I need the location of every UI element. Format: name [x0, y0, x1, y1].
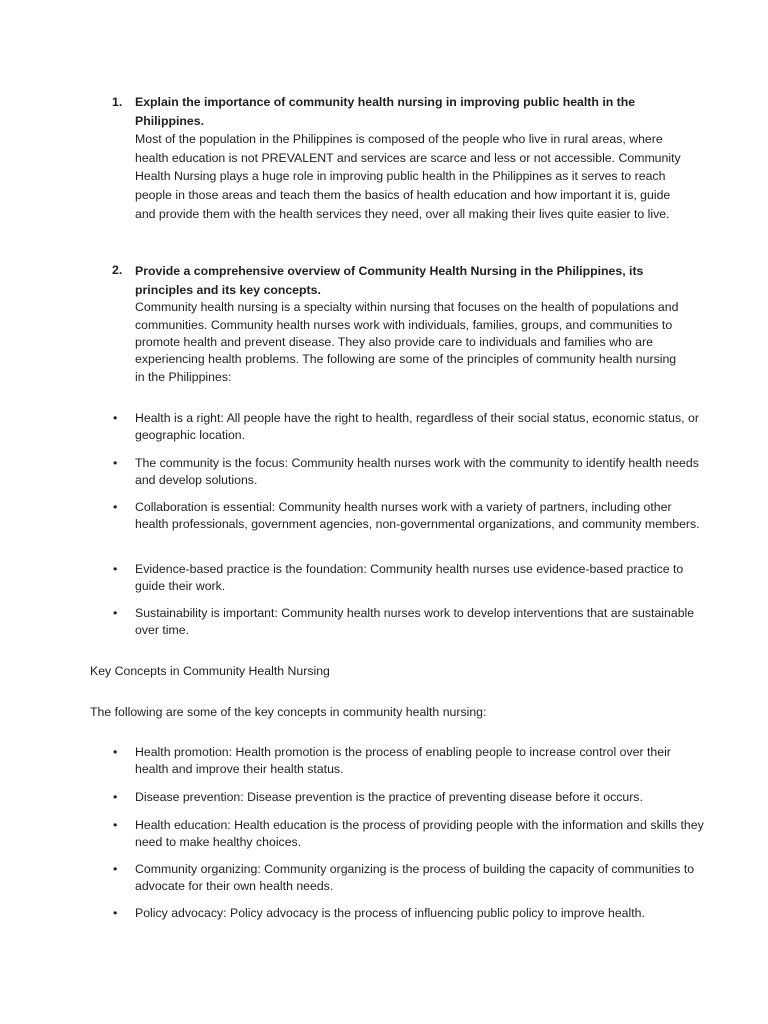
list-item — [112, 744, 705, 778]
list-item-text: Community organizing: Community organizing is the process of building the capacity of communities to advocate for their own health needs. — [135, 862, 695, 894]
list-item — [112, 499, 705, 533]
bullet-icon: • — [113, 606, 118, 620]
question-heading: Explain the importance of community health nursing in improving public health in the Philippines. — [135, 95, 636, 128]
list-item — [112, 410, 705, 444]
item-number: 1. — [112, 95, 123, 109]
numbered-item-2 — [112, 262, 682, 386]
list-item-text: Health is a right: All people have the right to health, regardless of their social status, economic status, or geographic location. — [135, 411, 699, 443]
section-heading: Key Concepts in Community Health Nursing — [90, 664, 330, 678]
list-item-text: The community is the focus: Community health nurses work with the community to identify health needs and develop solutions. — [135, 456, 699, 488]
list-item — [112, 789, 705, 806]
list-item-text: Evidence-based practice is the foundation: Community health nurses use evidence-based practice to guide their work. — [135, 562, 684, 594]
bullet-icon: • — [113, 906, 118, 920]
bullet-icon: • — [113, 862, 118, 876]
bullet-icon: • — [113, 500, 118, 514]
list-item-text: Disease prevention: Disease prevention is the practice of preventing disease before it occurs. — [135, 790, 643, 804]
list-item-text: Policy advocacy: Policy advocacy is the process of influencing public policy to improve health. — [135, 906, 645, 920]
list-item — [112, 817, 705, 851]
bullet-icon: • — [113, 790, 118, 804]
list-item — [112, 861, 705, 895]
list-item-text: Health education: Health education is the process of providing people with the information and skills they need to make healthy choices. — [135, 818, 704, 850]
item-number: 2. — [112, 263, 123, 277]
list-item-text: Collaboration is essential: Community health nurses work with a variety of partners, including other health professionals, government agencies, non-governmental organizations, and community members. — [135, 500, 700, 532]
list-item-text: Sustainability is important: Community health nurses work to develop interventions that are sustainable over time. — [135, 606, 695, 638]
bullet-icon: • — [113, 411, 118, 425]
bullet-icon: • — [113, 456, 118, 470]
list-item — [112, 905, 705, 922]
answer-paragraph: Most of the population in the Philippines is composed of the people who live in rural areas, where health education is not PREVALENT and services are scarce and less or not accessible. Community Health Nursing plays a huge role in improving public health in the Philippines as it serves to reach people in those areas and teach them the basics of health education and how important it is, guide and provide them with the health services they need, over all making their lives quite easier to live. — [135, 132, 681, 221]
question-heading: Provide a comprehensive overview of Community Health Nursing in the Philippines, its principles and its key concepts. — [135, 264, 644, 297]
answer-paragraph: Community health nursing is a specialty within nursing that focuses on the health of populations and communities. Community health nurses work with individuals, families, groups, and communities to promote health and prevent disease. They also provide care to individuals and families who are experiencing health problems. The following are some of the principles of community health nursing in the Philippines: — [135, 300, 679, 384]
list-item — [112, 605, 705, 639]
numbered-item-1 — [112, 93, 682, 223]
list-item-text: Health promotion: Health promotion is the process of enabling people to increase control over their health and improve their health status. — [135, 745, 671, 777]
bullet-icon: • — [113, 745, 118, 759]
section-intro: The following are some of the key concepts in community health nursing: — [90, 705, 487, 719]
list-item — [112, 561, 705, 595]
bullet-icon: • — [113, 562, 118, 576]
list-item — [112, 455, 705, 489]
bullet-icon: • — [113, 818, 118, 832]
